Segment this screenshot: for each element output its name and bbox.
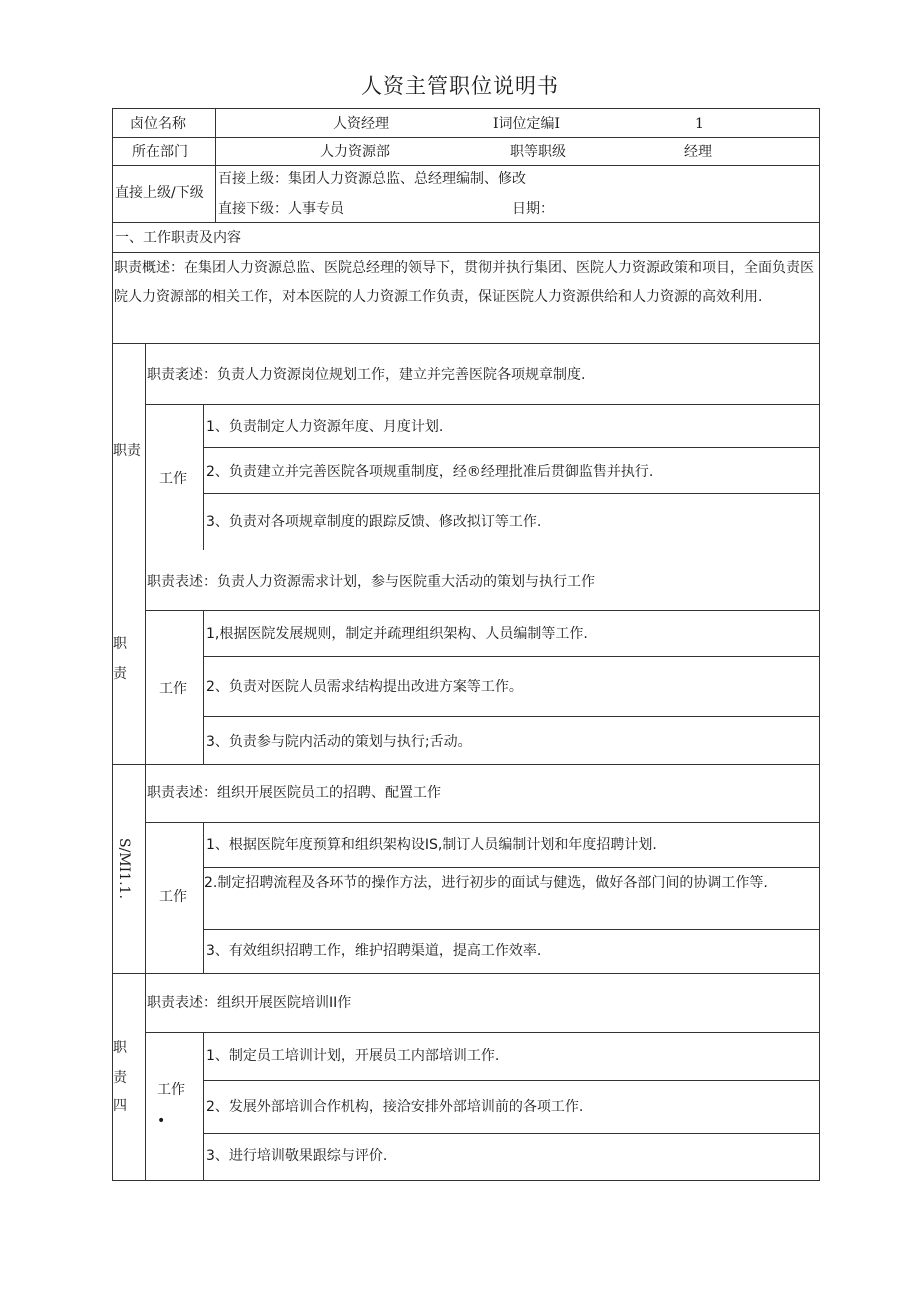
row-divider bbox=[203, 929, 820, 930]
duty-1-work-label: 工作 bbox=[159, 471, 187, 487]
row-divider bbox=[203, 867, 820, 868]
column-divider bbox=[203, 1032, 204, 1181]
duty-1-description: 职责袤述：负责人力资源岗位规划工作，建立并完善医院各项规章制度. bbox=[147, 367, 586, 383]
post-name-label: 卤位名称 bbox=[130, 116, 186, 132]
row-divider bbox=[203, 656, 820, 657]
section-title: 一、工作职责及内容 bbox=[115, 230, 241, 246]
date-label: 日期： bbox=[512, 201, 554, 217]
row-divider bbox=[203, 493, 820, 494]
row-divider bbox=[112, 343, 820, 344]
duty-4-description: 职责表述：组织开展医院培训II作 bbox=[147, 995, 352, 1011]
subordinate-line: 直接下级：人事专员 bbox=[218, 201, 344, 217]
duty-4-item: 3、进行培训敬果跟综与评价. bbox=[206, 1148, 388, 1164]
column-divider bbox=[203, 822, 204, 973]
duty-1-label: 职责 bbox=[113, 443, 141, 459]
dept-value: 人力资源部 bbox=[320, 144, 390, 160]
dept-label: 所在部门 bbox=[132, 144, 188, 160]
document-title: 人资主管职位说明书 bbox=[361, 74, 559, 98]
column-divider bbox=[215, 108, 216, 222]
row-divider bbox=[203, 1080, 820, 1081]
reporting-label: 直接上级/下级 bbox=[115, 185, 204, 201]
duty-1-item: 1、负责制定人力资源年度、月度计划. bbox=[206, 419, 444, 435]
row-divider bbox=[112, 973, 820, 974]
responsibility-overview: 职责概述：在集团人力资源总监、医院总经理的领导下，贯彻并执行集团、医院人力资源政策和项目，全面负责医院人力资源部的相关工作，对本医院的人力资源工作负责，保证医院人力资源供给和人力资源的高效利用. bbox=[114, 260, 814, 305]
duty-2-item: 2、负责对医院人员需求结构提出改进方案等工作。 bbox=[206, 679, 523, 695]
row-divider bbox=[112, 222, 820, 223]
duty-4-label: 职 bbox=[113, 1040, 127, 1056]
quota-value: 1 bbox=[695, 116, 704, 132]
duty-3-work-label: 工作 bbox=[159, 889, 187, 905]
duty-1-item: 3、负责对各项规章制度的跟踪反馈、修改拟订等工作. bbox=[206, 514, 542, 530]
row-divider bbox=[145, 1032, 820, 1033]
column-divider bbox=[145, 343, 146, 1181]
row-divider bbox=[145, 610, 820, 611]
grade-value: 经理 bbox=[684, 144, 712, 160]
row-divider bbox=[203, 447, 820, 448]
row-divider bbox=[112, 252, 820, 253]
duty-4-item: 1、制定员工培训计划，开展员工内部培训工作. bbox=[206, 1048, 500, 1064]
duty-2-label: 职 bbox=[113, 636, 127, 652]
duty-3-item: 2.制定招聘流程及各环节的操作方法，进行初步的面试与健选，做好各部门间的协调工作等. bbox=[204, 875, 768, 891]
duty-3-description: 职责表述：组织开展医院员工的招聘、配置工作 bbox=[147, 785, 441, 801]
row-divider bbox=[203, 1133, 820, 1134]
post-name-value: 人资经理 bbox=[333, 116, 389, 132]
duty-2-item: 1,根据医院发展规则，制定并疏理组织架构、人员编制等工作. bbox=[206, 626, 588, 642]
bullet-mark: • bbox=[157, 1113, 166, 1129]
duty-2-work-label: 工作 bbox=[159, 681, 187, 697]
row-divider bbox=[112, 764, 820, 765]
duty-3-item: 3、有效组织招聘工作，维护招聘渠道，提高工作效率. bbox=[206, 943, 542, 959]
duty-4-label: 责 bbox=[113, 1070, 127, 1086]
grade-label: 职等职级 bbox=[510, 144, 566, 160]
row-divider bbox=[112, 165, 820, 166]
quota-label: I词位定编I bbox=[493, 116, 561, 132]
row-divider bbox=[203, 716, 820, 717]
duty-2-item: 3、负责参与院内活动的策划与执行;舌动。 bbox=[206, 734, 472, 750]
row-divider bbox=[145, 822, 820, 823]
row-divider bbox=[145, 404, 820, 405]
duty-2-description: 职责表述：负责人力资源需求计划，参与医院重大活动的策划与执行工作 bbox=[147, 574, 595, 590]
duty-2-label: 责 bbox=[113, 666, 127, 682]
duty-4-label: 四 bbox=[113, 1098, 127, 1114]
duty-3-label: S/MI1.1. bbox=[116, 838, 132, 899]
duty-4-work-label: 工作 bbox=[157, 1082, 185, 1098]
column-divider bbox=[203, 404, 204, 550]
duty-1-item: 2、负责建立并完善医院各项规重制度，经®经理批准后贯御监售并执行. bbox=[206, 464, 654, 480]
duty-3-item: 1、根据医院年度预算和组织架构设IS,制订人员编制计划和年度招聘计划. bbox=[206, 837, 657, 853]
row-divider bbox=[112, 137, 820, 138]
duty-4-item: 2、发展外部培训合作机构，接洽安排外部培训前的各项工作. bbox=[206, 1099, 584, 1115]
superior-line: 百接上级：集团人力资源总监、总经理编制、修改 bbox=[218, 171, 526, 187]
column-divider bbox=[203, 610, 204, 764]
